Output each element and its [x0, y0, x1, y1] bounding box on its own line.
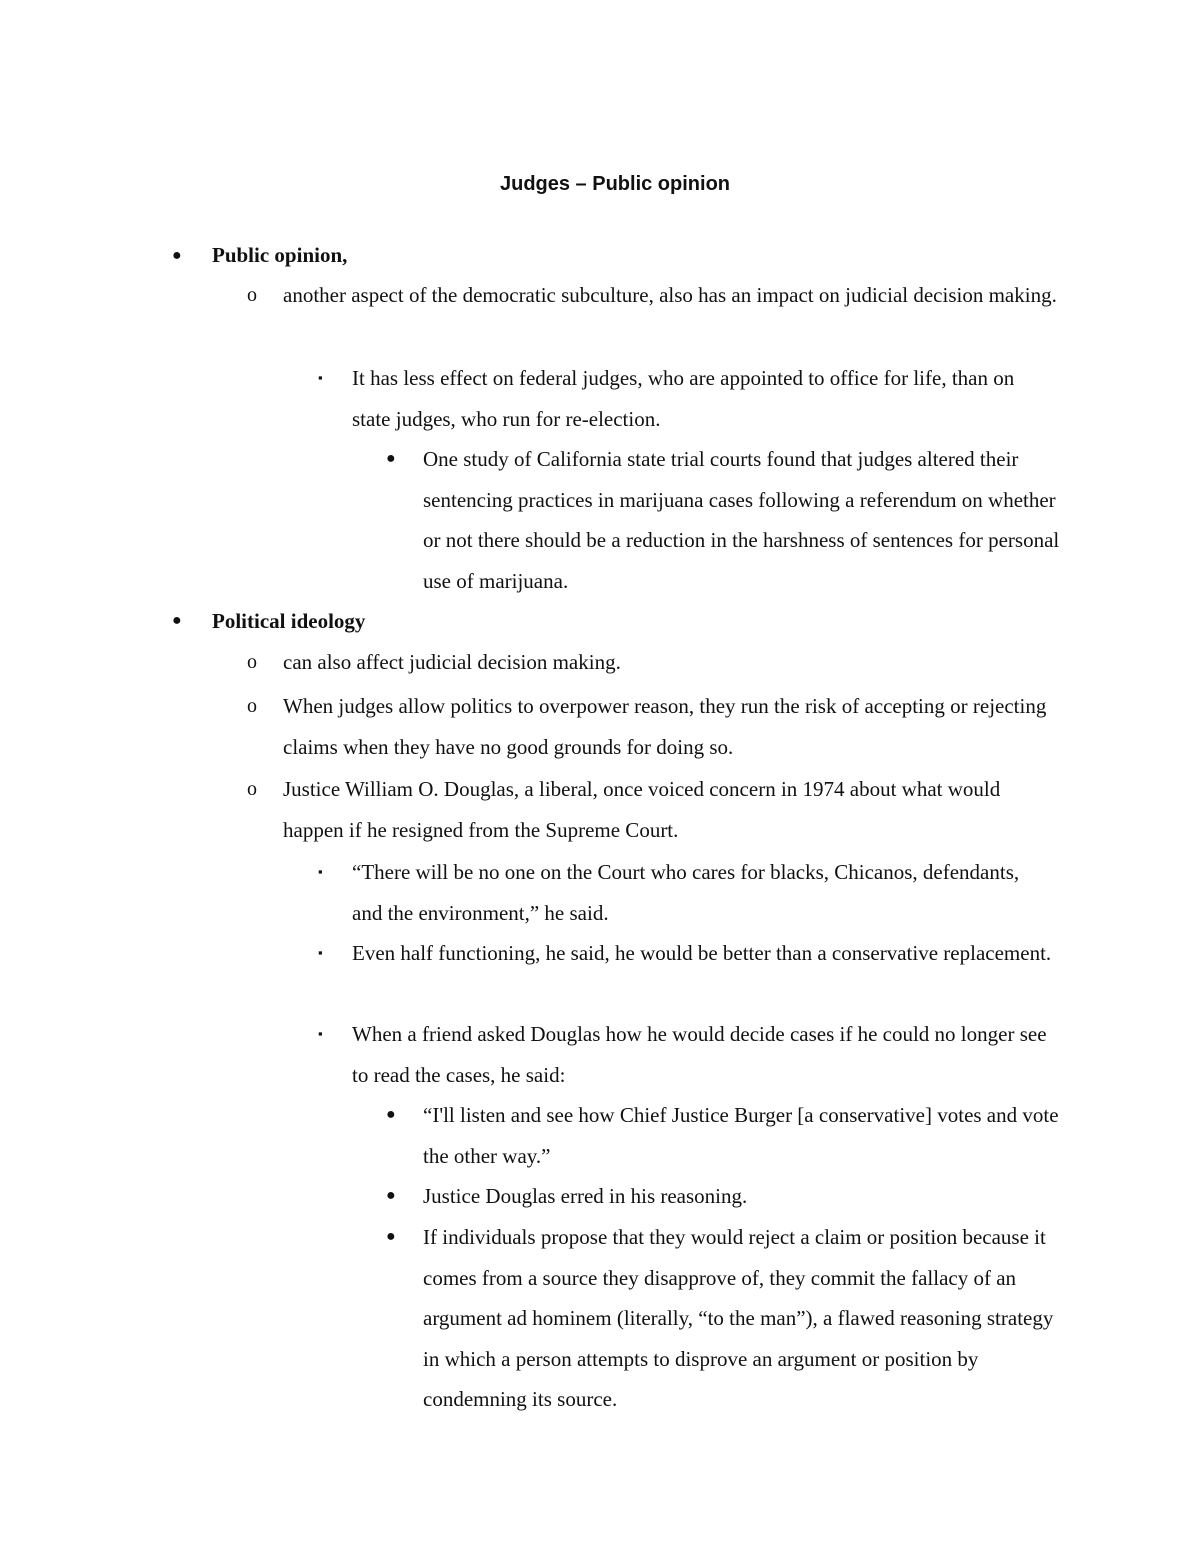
bullet-disc-icon: ● [386, 450, 396, 467]
list-item-text: When judges allow politics to overpower reason, they run the risk of accepting or rejecting claims when they have no good grounds for doing so. [283, 694, 1047, 759]
list-item-text: Even half functioning, he said, he would be better than a conservative replacement. [352, 941, 1052, 965]
list-item-text: can also affect judicial decision making. [283, 650, 621, 674]
section-heading: Public opinion, [212, 243, 348, 267]
list-item-text: One study of California state trial courts found that judges altered their sentencing practices in marijuana cases following a referendum on whether or not there should be a reduction in the harshness of sentences for personal use of marijuana. [423, 447, 1060, 593]
bullet-circle-icon: o [247, 651, 257, 673]
list-item-text: “I'll listen and see how Chief Justice Burger [a conservative] votes and vote the other way.” [423, 1103, 1059, 1168]
bullet-square-icon: ▪ [318, 864, 323, 879]
bullet-disc-icon: ● [172, 247, 182, 264]
list-item-text: Justice Douglas erred in his reasoning. [423, 1184, 748, 1208]
list-item-text: Justice William O. Douglas, a liberal, once voiced concern in 1974 about what would happen if he resigned from the Supreme Court. [283, 777, 1001, 842]
bullet-disc-icon: ● [386, 1187, 396, 1204]
section-heading: Political ideology [212, 609, 366, 633]
bullet-circle-icon: o [247, 284, 257, 306]
bullet-disc-icon: ● [386, 1228, 396, 1245]
bullet-square-icon: ▪ [318, 1026, 323, 1041]
list-item-text: “There will be no one on the Court who cares for blacks, Chicanos, defendants, and the environment,” he said. [352, 860, 1020, 925]
bullet-square-icon: ▪ [318, 945, 323, 960]
bullet-circle-icon: o [247, 695, 257, 717]
bullet-disc-icon: ● [386, 1106, 396, 1123]
list-item-text: When a friend asked Douglas how he would decide cases if he could no longer see to read the cases, he said: [352, 1022, 1047, 1087]
bullet-disc-icon: ● [172, 612, 182, 629]
list-item-text: another aspect of the democratic subculture, also has an impact on judicial decision making. [283, 283, 1057, 307]
bullet-circle-icon: o [247, 778, 257, 800]
list-item-text: If individuals propose that they would reject a claim or position because it comes from a source they disapprove of, they commit the fallacy of an argument ad hominem (literally, “to the man”), a flawed reasoning strategy in which a person attempts to disprove an argument or position by condemning its source. [423, 1225, 1054, 1411]
list-item-text: It has less effect on federal judges, who are appointed to office for life, than on state judges, who run for re-election. [352, 366, 1015, 431]
bullet-square-icon: ▪ [318, 370, 323, 385]
page-title: Judges – Public opinion [499, 173, 731, 195]
